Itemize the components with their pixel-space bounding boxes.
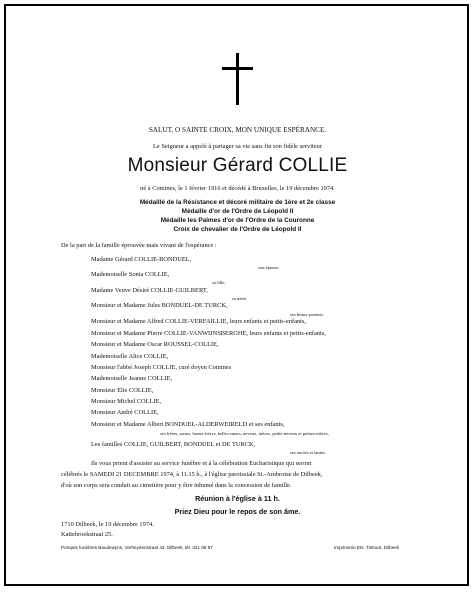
invocation: SALUT, O SAINTE CROIX, MON UNIQUE ESPÉRANCE.	[148, 126, 327, 134]
relatives-note: ses frères, sœurs, beaux-frères, belles-sœurs, neveux, nièces, petits-neveux et petites-nièces,	[160, 431, 329, 436]
relation-note: ses beaux-parents,	[290, 312, 324, 317]
prayer-line: Priez Dieu pour le repos de son âme.	[174, 507, 301, 516]
honour-line: Médaille d'or de l'Ordre de Léopold II	[181, 208, 294, 215]
family-member: Monsieur et Madame Oscar ROUSSEL-COLLIE,	[91, 341, 219, 348]
cross-symbol	[236, 53, 239, 105]
families-note: ses oncles et tantes.	[290, 450, 326, 455]
relation-note: sa fille,	[212, 280, 226, 285]
family-intro: De la part de la famille éprouvée mais vivant de l'espérance :	[61, 242, 217, 249]
intro-line: Le Seigneur a appelé à partager sa vie sans fin son fidèle serviteur	[153, 143, 322, 150]
family-member: Monsieur et Madame Albert BONDUEL-ALDERWEIRELD et ses enfants,	[91, 421, 285, 428]
family-member: Monsieur et Madame Pierre COLLIE-VANWIJNSBERGHE, leurs enfants et petits-enfants,	[91, 330, 326, 337]
family-member: Monsieur et Madame Alfred COLLIE-VERFAILLIE, leurs enfants et petits-enfants,	[91, 318, 306, 325]
footer-undertaker: Pompes funèbres Baudewyns, Verheydenstraat 43, Dilbeek, tél. 321 06 57	[61, 545, 213, 550]
reunion-line: Réunion à l'église à 11 h.	[195, 494, 280, 503]
address-line: Kattebroekstraat 25.	[61, 531, 113, 538]
born-died-line: né à Comines, le 1 février 1916 et décédé à Bruxelles, le 19 décembre 1974.	[140, 185, 335, 192]
relation-note: sa mère,	[232, 296, 248, 301]
families-line: Les familles COLLIE, GUILBERT, BONDUEL et DE TURCK,	[91, 441, 256, 448]
deceased-name: Monsieur Gérard COLLIE	[127, 155, 348, 176]
cross-symbol-bar	[222, 67, 253, 70]
family-member: Monsieur André COLLIE,	[91, 409, 159, 416]
honour-line: Croix de chevalier de l'Ordre de Léopold II	[173, 226, 302, 233]
relation-note: son épouse,	[258, 265, 280, 270]
service-text: d'où son corps sera conduit au cimetière pour y être inhumé dans la concession de famille.	[61, 482, 292, 489]
family-member: Madame Veuve Désiré COLLIE-GUILBERT,	[91, 287, 208, 294]
family-member: Mademoiselle Alice COLLIE,	[91, 353, 169, 360]
footer-printer: Imprimerie Ets. Tiebout, Dilbeek	[334, 545, 400, 550]
family-member: Monsieur Michel COLLIE,	[91, 398, 162, 405]
family-member: Monsieur Elie COLLIE,	[91, 387, 154, 394]
service-text: Ils vous prient d'assister au service funèbre et à la célébration Eucharistique qui seront	[91, 460, 312, 467]
family-member: Mademoiselle Sonia COLLIE,	[91, 271, 170, 278]
service-text: célébrés le SAMEDI 21 DECEMBRE 1974, à 11.15 h., à l'église paroissiale St.-Ambroise de Dilbeek,	[61, 471, 323, 478]
family-member: Madame Gérard COLLIE-BONDUEL,	[91, 256, 192, 263]
address-line: 1710 Dilbeek, le 19 décembre 1974.	[61, 521, 154, 528]
honour-line: Médaillé de la Résistance et décoré militaire de 1ère et 2e classe	[139, 199, 336, 206]
family-member: Mademoiselle Jeanne COLLIE,	[91, 375, 173, 382]
family-member: Monsieur et Madame Jules BONDUEL-DE TURCK,	[91, 302, 228, 309]
honour-line: Médaille les Palmes d'or de l'Ordre de la Couronne	[160, 217, 315, 224]
family-member: Monsieur l'abbé Joseph COLLIE, curé doyen Comines	[91, 364, 232, 371]
